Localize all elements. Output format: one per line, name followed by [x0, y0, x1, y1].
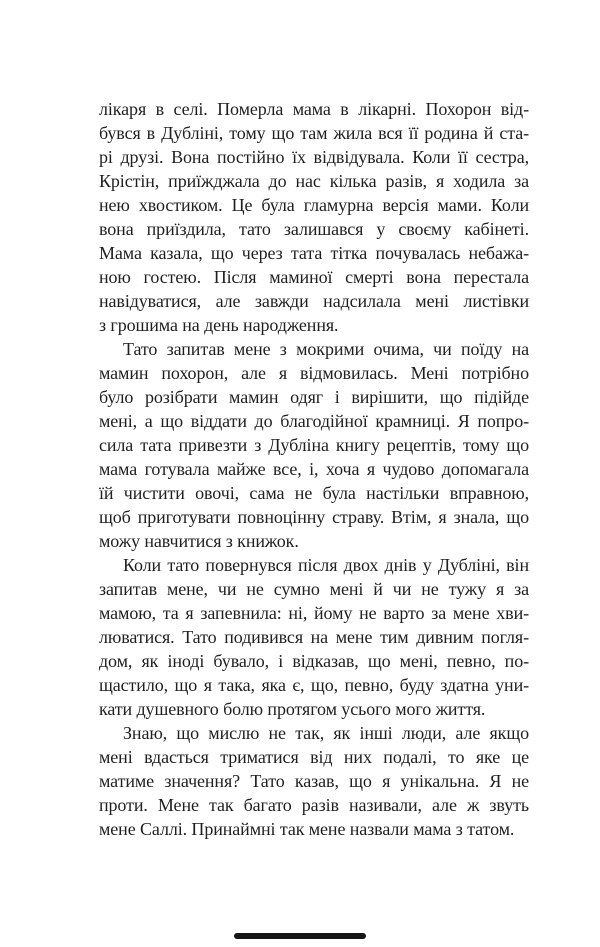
text-line: Мама казала, що через тата тітка почувалась небажа-	[99, 243, 529, 263]
text-line: кати душевного болю протягом усього мого життя.	[99, 699, 486, 719]
paragraph	[99, 553, 529, 721]
text-line: проти. Мене так багато разів називали, але ж звуть	[99, 795, 529, 815]
text-line: мамою, та я запевнила: ні, йому не варто за мене хви-	[99, 603, 529, 623]
text-line: Тато запитав мене з мокрими очима, чи поїду на	[123, 339, 529, 359]
text-line: мене Саллі. Принаймні так мене назвали мама з татом.	[99, 819, 515, 839]
text-line: було розібрати мамин одяг і вирішити, що підійде	[99, 387, 529, 407]
text-line: щастило, що я така, яка є, що, певно, буду здатна уни-	[99, 675, 529, 695]
paragraph	[99, 337, 529, 553]
text-line: нею хвостиком. Це була гламурна версія мами. Коли	[99, 195, 529, 215]
text-line: сила тата привезти з Дубліна книгу рецептів, тому що	[99, 435, 529, 455]
text-line: мама готувала майже все, і, хоча я чудово допомагала	[99, 459, 529, 479]
text-line: мені вдасться триматися від них подалі, то яке це	[99, 747, 529, 767]
text-line: їй чистити овочі, сама не була настільки вправною,	[99, 483, 529, 503]
text-line: Знаю, що мислю не так, як інші люди, але якщо	[123, 723, 529, 743]
text-line: Крістін, приїжджала до нас кілька разів, я ходила за	[99, 171, 529, 191]
text-line: вона приїздила, тато залишався у своєму кабінеті.	[99, 219, 529, 239]
text-line: з грошима на день народження.	[99, 315, 339, 335]
text-line: матиме значення? Тато казав, що я унікальна. Я не	[99, 771, 529, 791]
text-line: запитав мене, чи не сумно мені й чи не тужу я за	[99, 579, 529, 599]
text-line: навідуватися, але завжди надсилала мені листівки	[99, 291, 529, 311]
text-line: можу навчитися з книжок.	[99, 531, 299, 551]
home-indicator-bar[interactable]	[234, 933, 366, 939]
paragraph	[99, 721, 529, 841]
paragraph	[99, 97, 529, 337]
text-line: ною гостею. Після маминої смерті вона перестала	[99, 267, 529, 287]
text-line: щоб приготувати повноцінну страву. Втім, я знала, що	[99, 507, 529, 527]
book-page	[99, 97, 529, 841]
text-line: мамин похорон, але я відмовилась. Мені потрібно	[99, 363, 529, 383]
text-line: рі друзі. Вона постійно їх відвідувала. Коли її сестра,	[99, 147, 529, 167]
text-line: лікаря в селі. Померла мама в лікарні. Похорон від-	[99, 99, 529, 119]
text-line: Коли тато повернувся після двох днів у Дубліні, він	[123, 555, 529, 575]
text-line: люватися. Тато подивився на мене тим дивним погля-	[99, 627, 529, 647]
text-line: мені, а що віддати до благодійної крамниці. Я попро-	[99, 411, 529, 431]
text-line: дом, як іноді бувало, і відказав, що мені, певно, по-	[99, 651, 529, 671]
text-line: бувся в Дубліні, тому що там жила вся її родина й ста-	[99, 123, 529, 143]
